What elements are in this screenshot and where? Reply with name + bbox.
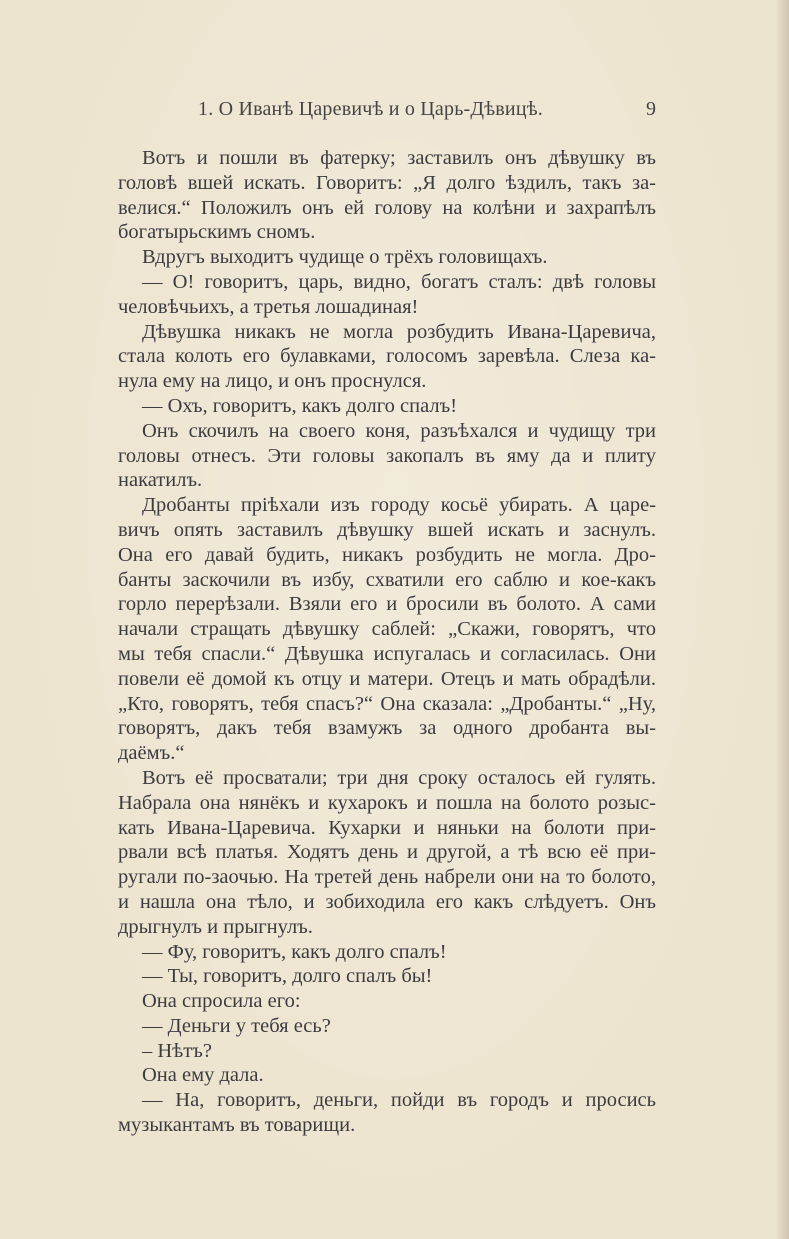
text-line: говорятъ, дакъ тебя взамужъ за одного дробанта вы- — [118, 717, 656, 740]
text-line: начали стращать дѣвушку саблей: „Скажи, говорятъ, что — [118, 618, 656, 641]
text-line: Онъ скочилъ на своего коня, разъѣхался и чудищу три — [142, 419, 656, 442]
paragraph — [118, 1063, 656, 1088]
text-line: „Кто, говорятъ, тебя спасъ?“ Она сказала: „Дробанты.“ „Ну, — [118, 692, 656, 715]
text-line: Вотъ и пошли въ фатерку; заставилъ онъ дѣвушку въ — [142, 147, 656, 169]
paragraph — [118, 1014, 656, 1039]
text-line: Она ему дала. — [142, 1064, 264, 1087]
text-line: Набрала она нянёкъ и кухарокъ и пошла на болото розыс- — [118, 791, 656, 814]
text-line: дрыгнулъ и прыгнулъ. — [118, 915, 313, 938]
text-line: Она спросила его: — [142, 990, 301, 1013]
text-line: — На, говоритъ, деньги, пойди въ городъ и просись — [142, 1089, 656, 1112]
text-line: Вотъ её просватали; три дня сроку осталось ей гулять. — [142, 766, 656, 789]
text-line: стала колоть его булавками, голосомъ заревѣла. Слеза ка- — [118, 345, 656, 368]
paragraph — [118, 245, 656, 270]
paragraph — [118, 394, 656, 419]
paragraph — [118, 493, 656, 766]
text-line: — О! говоритъ, царь, видно, богатъ сталъ: двѣ головы — [142, 270, 656, 293]
text-line: головы отнесъ. Эти головы закопалъ въ яму да и плиту — [118, 444, 656, 467]
paragraph — [118, 1039, 656, 1064]
text-line: вичъ опять заставилъ дѣвушку вшей искать и заснулъ. — [118, 518, 656, 541]
paragraph — [118, 270, 656, 320]
text-line: накатилъ. — [118, 469, 203, 492]
text-line: рвали всѣ платья. Ходятъ день и другой, а тѣ всю её при- — [118, 841, 656, 864]
chapter-title: 1. О Иванѣ Царевичѣ и о Царь-Дѣвицѣ. — [198, 98, 543, 120]
text-line: человѣчьихъ, а третья лошадиная! — [118, 295, 419, 318]
text-line: Дѣвушка никакъ не могла розбудить Ивана-Царевича, — [142, 320, 656, 343]
text-line: кать Ивана-Царевича. Кухарки и няньки на болоти при- — [118, 816, 656, 839]
text-line: ругали по-заочью. На третей день набрели они на то болото, — [118, 866, 656, 889]
paragraph — [118, 320, 656, 394]
text-line: Она его давай будить, никакъ розбудить не могла. Дро- — [118, 543, 656, 566]
page-edge-shadow — [775, 0, 789, 1239]
paragraph — [118, 1088, 656, 1138]
paragraph — [118, 419, 656, 493]
paragraph — [118, 766, 656, 940]
text-line: — Охъ, говоритъ, какъ долго спалъ! — [142, 394, 458, 417]
text-line: даёмъ.“ — [118, 742, 185, 765]
text-line: — Деньги у тебя есь? — [142, 1014, 331, 1037]
text-line: Вдругъ выходитъ чудище о трёхъ головищахъ. — [142, 246, 548, 269]
text-line: повели её домой къ отцу и матери. Отецъ и мать обрадѣли. — [118, 667, 656, 690]
paragraph — [118, 146, 656, 245]
text-line: музыкантамъ въ товарищи. — [118, 1114, 356, 1137]
text-line: – Нѣтъ? — [142, 1039, 212, 1062]
paragraph — [118, 964, 656, 989]
text-line: мы тебя спасли.“ Дѣвушка испугалась и согласилась. Они — [118, 642, 656, 665]
paragraph — [118, 940, 656, 965]
text-line: банты заскочили въ избу, схватили его саблю и кое-какъ — [118, 568, 656, 591]
text-line: Дробанты пріѣхали изъ городу косьё убирать. А царе- — [142, 494, 656, 517]
text-line: богатырьскимъ сномъ. — [118, 221, 316, 244]
text-line: велися.“ Положилъ онъ ей голову на колѣни и захрапѣлъ — [118, 196, 656, 219]
body-text — [118, 146, 656, 1138]
text-line: — Фу, говоритъ, какъ долго спалъ! — [142, 940, 447, 963]
text-line: нула ему на лицо, и онъ проснулся. — [118, 370, 427, 393]
page-number: 9 — [646, 98, 656, 120]
running-head — [118, 98, 656, 128]
text-line: головѣ вшей искать. Говоритъ: „Я долго ѣздилъ, такъ за- — [118, 171, 656, 194]
text-line: и нашла она тѣло, и зобиходила его какъ слѣдуетъ. Онъ — [118, 890, 656, 913]
text-line: — Ты, говоритъ, долго спалъ бы! — [142, 965, 433, 988]
paragraph — [118, 989, 656, 1014]
text-line: горло перерѣзали. Взяли его и бросили въ болото. А сами — [118, 593, 656, 616]
